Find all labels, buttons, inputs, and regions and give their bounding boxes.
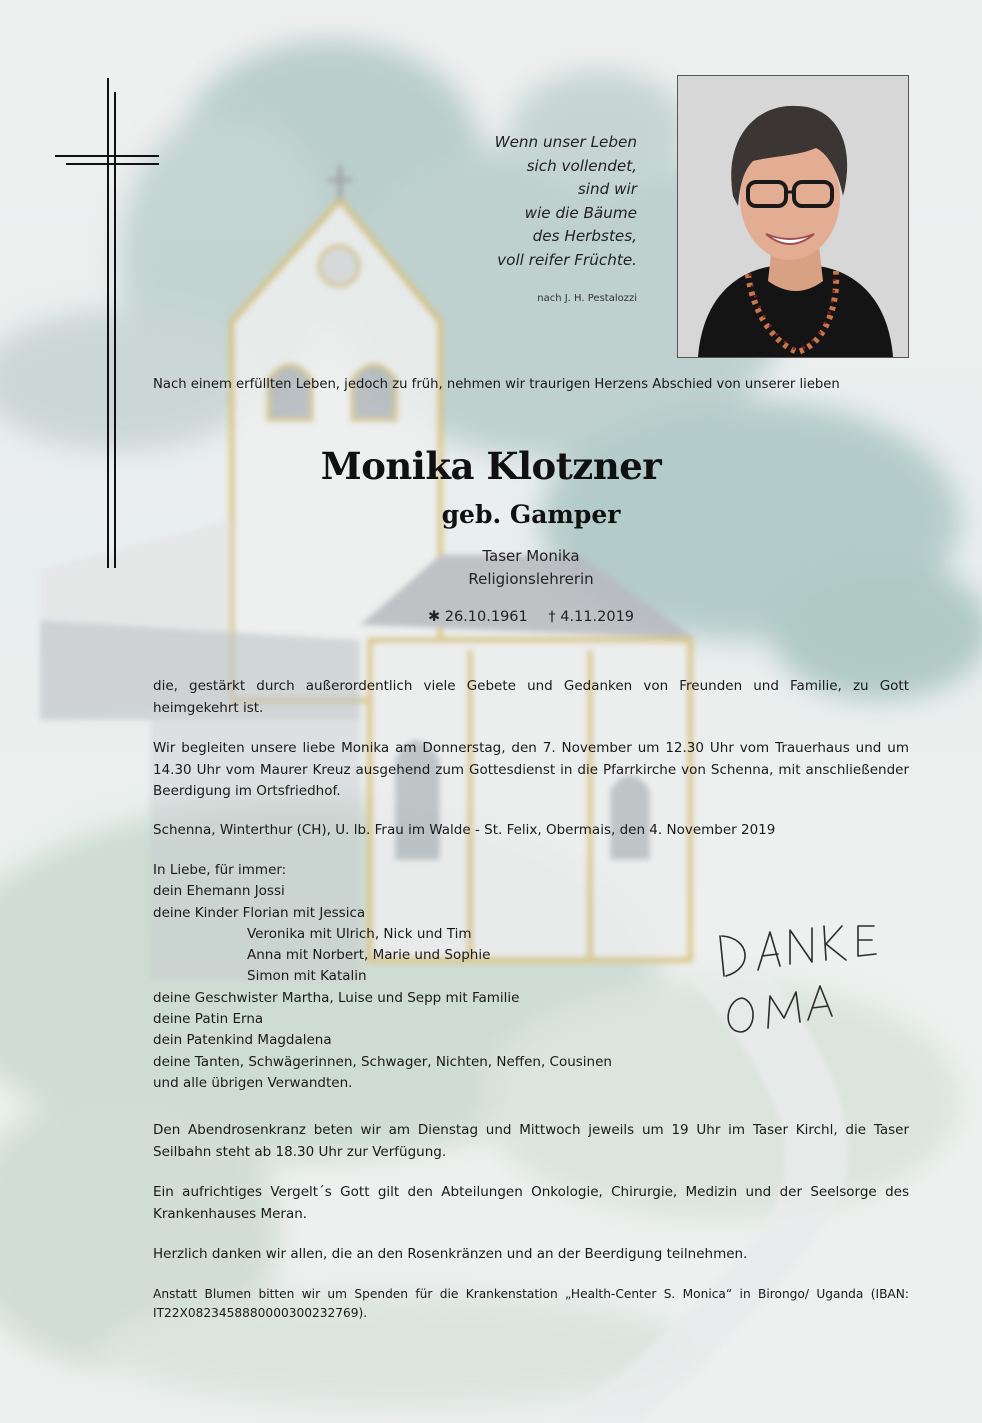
family-line: deine Geschwister Martha, Luise und Sepp mit Familie [153, 989, 520, 1006]
paragraph-donations: Anstatt Blumen bitten wir um Spenden für die Krankenstation „Health-Center S. Monica“ in Birongo/ Uganda (IBAN: IT22X0823458880000300232769). [153, 1287, 909, 1320]
maiden-name: geb. Gamper [441, 500, 621, 529]
paragraph-funeral-details: Wir begleiten unsere liebe Monika am Donnerstag, den 7. November um 12.30 Uhr vom Trauerhaus und um 14.30 Uhr vom Maurer Kreuz ausgehend zum Gottesdienst in die Pfarrkirche von Schenna, mit anschließender Beerdigung im Ortsfriedhof. [153, 740, 909, 799]
family-line: deine Kinder Florian mit Jessica [153, 904, 366, 921]
portrait-photo [677, 75, 909, 358]
paragraph-return-to-god: die, gestärkt durch außerordentlich viele Gebete und Gedanken von Freunden und Familie, zu Gott heimgekehrt ist. [153, 678, 909, 716]
place-and-date: Schenna, Winterthur (CH), U. lb. Frau im Walde - St. Felix, Obermais, den 4. November 2019 [153, 822, 776, 838]
family-line: deine Patin Erna [153, 1011, 264, 1028]
quote-line: wie die Bäume [524, 203, 637, 222]
family-line: Veronika mit Ulrich, Nick und Tim [247, 925, 472, 942]
paragraph-thanks: Herzlich danken wir allen, die an den Rosenkränzen und an der Beerdigung teilnehmen. [153, 1246, 748, 1262]
family-line: dein Patenkind Magdalena [153, 1032, 332, 1049]
family-line: dein Ehemann Jossi [153, 883, 285, 900]
family-line: deine Tanten, Schwägerinnen, Schwager, Nichten, Neffen, Cousinen [153, 1053, 612, 1070]
profession: Religionslehrerin [468, 570, 594, 588]
quote-line: sind wir [577, 180, 637, 198]
quote-author: nach J. H. Pestalozzi [537, 293, 637, 304]
paragraph-gratitude: Ein aufrichtiges Vergelt´s Gott gilt den Abteilungen Onkologie, Chirurgie, Medizin und der Seelsorge des Krankenhauses Meran. [153, 1184, 909, 1222]
family-line: und alle übrigen Verwandten. [153, 1074, 353, 1091]
family-line: In Liebe, für immer: [153, 862, 287, 878]
nickname: Taser Monika [482, 547, 580, 565]
memorial-quote [377, 131, 637, 272]
quote-line: des Herbstes, [532, 227, 637, 245]
death-date: † 4.11.2019 [548, 609, 635, 625]
cross-icon [107, 78, 109, 568]
cross-icon-bar [66, 163, 159, 165]
family-line: Anna mit Norbert, Marie und Sophie [247, 947, 491, 964]
intro-text: Nach einem erfüllten Leben, jedoch zu früh, nehmen wir traurigen Herzens Abschied von unserer lieben [153, 377, 840, 392]
family-list [153, 860, 612, 1094]
quote-line: voll reifer Früchte. [497, 250, 637, 269]
birth-date: ✱ 26.10.1961 [427, 609, 528, 625]
family-line: Simon mit Katalin [247, 968, 367, 985]
paragraph-rosary: Den Abendrosenkranz beten wir am Dienstag und Mittwoch jeweils um 19 Uhr im Taser Kirchl, die Taser Seilbahn steht ab 18.30 Uhr zur Verfügung. [153, 1122, 909, 1160]
deceased-name: Monika Klotzner [320, 444, 662, 488]
life-dates [0, 609, 982, 625]
quote-line: sich vollendet, [526, 156, 637, 175]
handwritten-danke-oma [712, 918, 892, 1048]
cross-icon-bar [55, 155, 159, 157]
quote-line: Wenn unser Leben [494, 133, 637, 151]
